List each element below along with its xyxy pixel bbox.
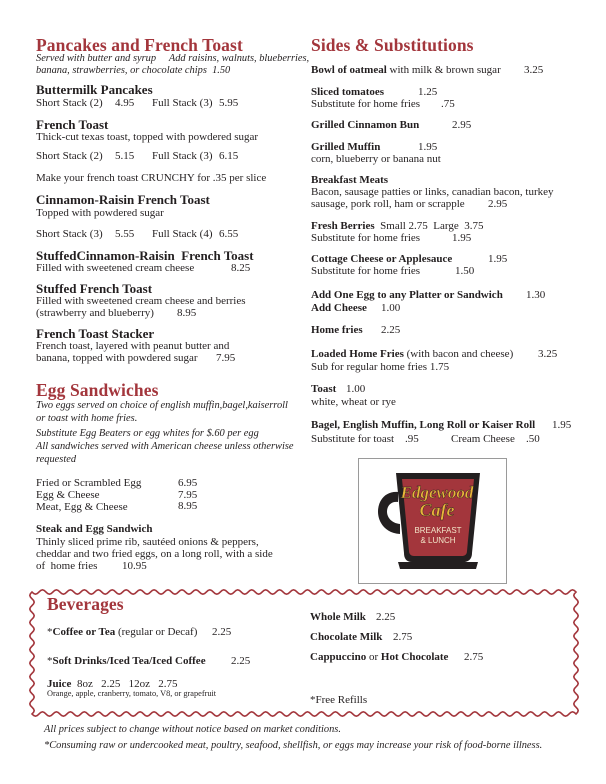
loaded-sub-note: Sub for regular home fries 1.75 [311, 361, 450, 373]
hot-chocolate-name: Hot Chocolate [380, 651, 449, 663]
breakfast-meats-desc2: sausage, pork roll, ham or scrapple [311, 198, 465, 210]
cinnamon-bun-price: 2.95 [452, 119, 472, 131]
whole-milk-name: Whole Milk [310, 611, 366, 623]
soft-drinks-line [47, 655, 206, 668]
logo-tagline2: & LUNCH [420, 536, 456, 545]
juice-name: Juice [47, 678, 72, 690]
pancakes-add-on-price: 1.50 [212, 65, 231, 76]
egg-item-name: Meat, Egg & Cheese [36, 501, 128, 513]
french-toast-title: French Toast [36, 117, 109, 132]
steak-egg-price: 10.95 [122, 560, 147, 572]
french-toast-stacker-title: French Toast Stacker [36, 326, 155, 341]
french-toast-short-price: 5.15 [115, 150, 135, 162]
grilled-muffin-price: 1.95 [418, 141, 438, 153]
add-cheese-name: Add Cheese [311, 302, 367, 314]
cinnamon-raisin-title: Cinnamon-Raisin French Toast [36, 192, 210, 207]
footer-health-warning: *Consuming raw or undercooked meat, poultry, seafood, shellfish, or eggs may increase your risk of food-borne illness. [44, 740, 543, 751]
stuffed-french-toast-desc2: (strawberry and blueberry) [36, 307, 154, 319]
steak-egg-desc2: cheddar and two fried eggs, on a long roll, with a side [36, 548, 273, 560]
buttermilk-full-label: Full Stack (3) [152, 97, 213, 109]
loaded-home-fries-line [311, 348, 513, 361]
cappuccino-name: Cappuccino [310, 651, 367, 663]
sides-section-title: Sides & Substitutions [311, 35, 474, 55]
fresh-berries-prices: Small 2.75 Large 3.75 [374, 220, 484, 232]
egg-desc5: requested [36, 454, 77, 465]
coffee-line [47, 626, 197, 639]
bagel-name: Bagel, English Muffin, Long Roll or Kaiser Roll [311, 419, 536, 431]
steak-egg-desc1: Thinly sliced prime rib, sautéed onions & peppers, [36, 536, 259, 548]
breakfast-meats-desc1: Bacon, sausage patties or links, canadian bacon, turkey [311, 186, 554, 198]
pancakes-served-with: Served with butter and syrup [36, 53, 157, 64]
cafe-logo-graphic [358, 458, 507, 584]
chocolate-milk-price: 2.75 [393, 631, 413, 643]
whole-milk-price: 2.25 [376, 611, 396, 623]
juice-prices: 8oz 2.25 12oz 2.75 [71, 678, 178, 690]
cappuccino-or: or [366, 651, 381, 663]
cottage-sub-price: 1.50 [455, 265, 475, 277]
cinnamon-raisin-full-label: Full Stack (4) [152, 228, 213, 240]
bagel-sub-label: Substitute for toast [311, 433, 395, 445]
buttermilk-short-label: Short Stack (2) [36, 97, 103, 109]
oatmeal-desc: with milk & brown sugar [386, 64, 501, 76]
cinnamon-bun-name: Grilled Cinnamon Bun [311, 119, 420, 131]
pancakes-add-ons-cont: banana, strawberries, or chocolate chips [36, 65, 207, 76]
stuffed-french-toast-title: Stuffed French Toast [36, 281, 153, 296]
stuffed-cinnamon-raisin-desc: Filled with sweetened cream cheese [36, 262, 195, 274]
french-toast-full-price: 6.15 [219, 150, 239, 162]
chocolate-milk-line [310, 631, 382, 644]
stuffed-cinnamon-raisin-price: 8.25 [231, 262, 251, 274]
beverages-title: Beverages [47, 594, 124, 614]
stuffed-cinnamon-raisin-title: StuffedCinnamon-Raisin French Toast [36, 248, 254, 263]
logo-name-line1: Edgewood [400, 483, 474, 502]
coffee-desc: (regular or Decaf) [115, 626, 198, 638]
grilled-muffin-desc: corn, blueberry or banana nut [311, 153, 441, 165]
pancakes-section-title: Pancakes and French Toast [36, 35, 243, 55]
loaded-home-fries-price: 3.25 [538, 348, 558, 360]
bagel-price: 1.95 [552, 419, 572, 431]
chocolate-milk-name: Chocolate Milk [310, 631, 383, 643]
steak-egg-title: Steak and Egg Sandwich [36, 523, 153, 535]
home-fries-name: Home fries [311, 324, 363, 336]
cinnamon-raisin-short-label: Short Stack (3) [36, 228, 103, 240]
egg-desc4: All sandwiches served with American cheese unless otherwise [36, 441, 294, 452]
egg-item-price: 7.95 [178, 489, 198, 501]
tomatoes-sub-price: .75 [441, 98, 455, 110]
fresh-berries-name: Fresh Berries [311, 220, 375, 232]
steak-egg-desc3: of home fries [36, 560, 98, 572]
french-toast-stacker-desc1: French toast, layered with peanut butter and [36, 340, 230, 352]
cinnamon-raisin-full-price: 6.55 [219, 228, 239, 240]
cafe-logo [358, 458, 507, 584]
french-toast-short-label: Short Stack (2) [36, 150, 103, 162]
egg-sandwiches-title: Egg Sandwiches [36, 380, 159, 400]
pancakes-desc-line1 [36, 53, 309, 65]
juice-note: Orange, apple, cranberry, tomato, V8, or grapefruit [47, 689, 217, 698]
cappuccino-line [310, 651, 448, 664]
cottage-cheese-price: 1.95 [488, 253, 508, 265]
coffee-star: * [47, 626, 53, 638]
egg-item-name: Fried or Scrambled Egg [36, 477, 142, 489]
buttermilk-short-price: 4.95 [115, 97, 135, 109]
french-toast-full-label: Full Stack (3) [152, 150, 213, 162]
cinnamon-raisin-desc: Topped with powdered sugar [36, 207, 164, 219]
oatmeal-line [311, 64, 501, 77]
grilled-muffin-name: Grilled Muffin [311, 141, 381, 153]
egg-desc1: Two eggs served on choice of english muffin,bagel,kaiserroll [36, 400, 288, 411]
toast-desc: white, wheat or rye [311, 396, 396, 408]
soft-drinks-price: 2.25 [231, 655, 251, 667]
oatmeal-price: 3.25 [524, 64, 544, 76]
pancakes-add-ons: Add raisins, walnuts, blueberries, [168, 53, 310, 64]
breakfast-meats-price: 2.95 [488, 198, 508, 210]
soft-drinks-star: * [47, 655, 53, 667]
bagel-sub-price: .95 [405, 433, 419, 445]
coffee-name: Coffee or Tea [52, 626, 116, 638]
add-cheese-price: 1.00 [381, 302, 401, 314]
free-refills-note: *Free Refills [310, 694, 368, 706]
home-fries-price: 2.25 [381, 324, 401, 336]
buttermilk-short-stack [36, 97, 103, 110]
footer-price-note: All prices subject to change without notice based on market conditions. [44, 724, 341, 735]
soft-drinks-name: Soft Drinks/Iced Tea/Iced Coffee [52, 655, 206, 667]
cream-cheese-label: Cream Cheese [451, 433, 515, 445]
toast-name: Toast [311, 383, 337, 395]
french-toast-desc: Thick-cut texas toast, topped with powdered sugar [36, 131, 259, 143]
cappuccino-price: 2.75 [464, 651, 484, 663]
pancakes-desc-line2 [36, 65, 230, 77]
buttermilk-pancakes-title: Buttermilk Pancakes [36, 82, 153, 97]
cinnamon-raisin-short-price: 5.55 [115, 228, 135, 240]
egg-desc2: or toast with home fries. [36, 413, 138, 424]
loaded-home-fries-desc: (with bacon and cheese) [403, 348, 514, 360]
loaded-home-fries-name: Loaded Home Fries [311, 348, 404, 360]
french-toast-stacker-price: 7.95 [216, 352, 236, 364]
coffee-price: 2.25 [212, 626, 232, 638]
berries-sub-label: Substitute for home fries [311, 232, 421, 244]
stuffed-french-toast-desc1: Filled with sweetened cream cheese and berries [36, 295, 246, 307]
crunchy-note: Make your french toast CRUNCHY for .35 per slice [36, 172, 267, 184]
whole-milk-line [310, 611, 366, 624]
egg-item-name: Egg & Cheese [36, 489, 100, 501]
logo-tagline1: BREAKFAST [414, 526, 462, 535]
berries-sub-price: 1.95 [452, 232, 472, 244]
egg-item-price: 8.95 [178, 500, 198, 512]
egg-item-price: 6.95 [178, 477, 198, 489]
cottage-sub-label: Substitute for home fries [311, 265, 421, 277]
oatmeal-name: Bowl of oatmeal [311, 64, 387, 76]
cottage-cheese-name: Cottage Cheese or Applesauce [311, 253, 453, 265]
toast-price: 1.00 [346, 383, 366, 395]
add-egg-price: 1.30 [526, 289, 546, 301]
buttermilk-full-price: 5.95 [219, 97, 239, 109]
french-toast-stacker-desc2: banana, topped with powdered sugar [36, 352, 198, 364]
tomatoes-sub-label: Substitute for home fries [311, 98, 421, 110]
stuffed-french-toast-price: 8.95 [177, 307, 197, 319]
add-egg-name: Add One Egg to any Platter or Sandwich [311, 289, 503, 301]
breakfast-meats-name: Breakfast Meats [311, 174, 389, 186]
sliced-tomatoes-price: 1.25 [418, 86, 438, 98]
sliced-tomatoes-name: Sliced tomatoes [311, 86, 385, 98]
logo-name-line2: Cafe [419, 500, 455, 520]
cream-cheese-price: .50 [526, 433, 540, 445]
egg-desc3: Substitute Egg Beaters or egg whites for $.60 per egg [36, 428, 259, 439]
